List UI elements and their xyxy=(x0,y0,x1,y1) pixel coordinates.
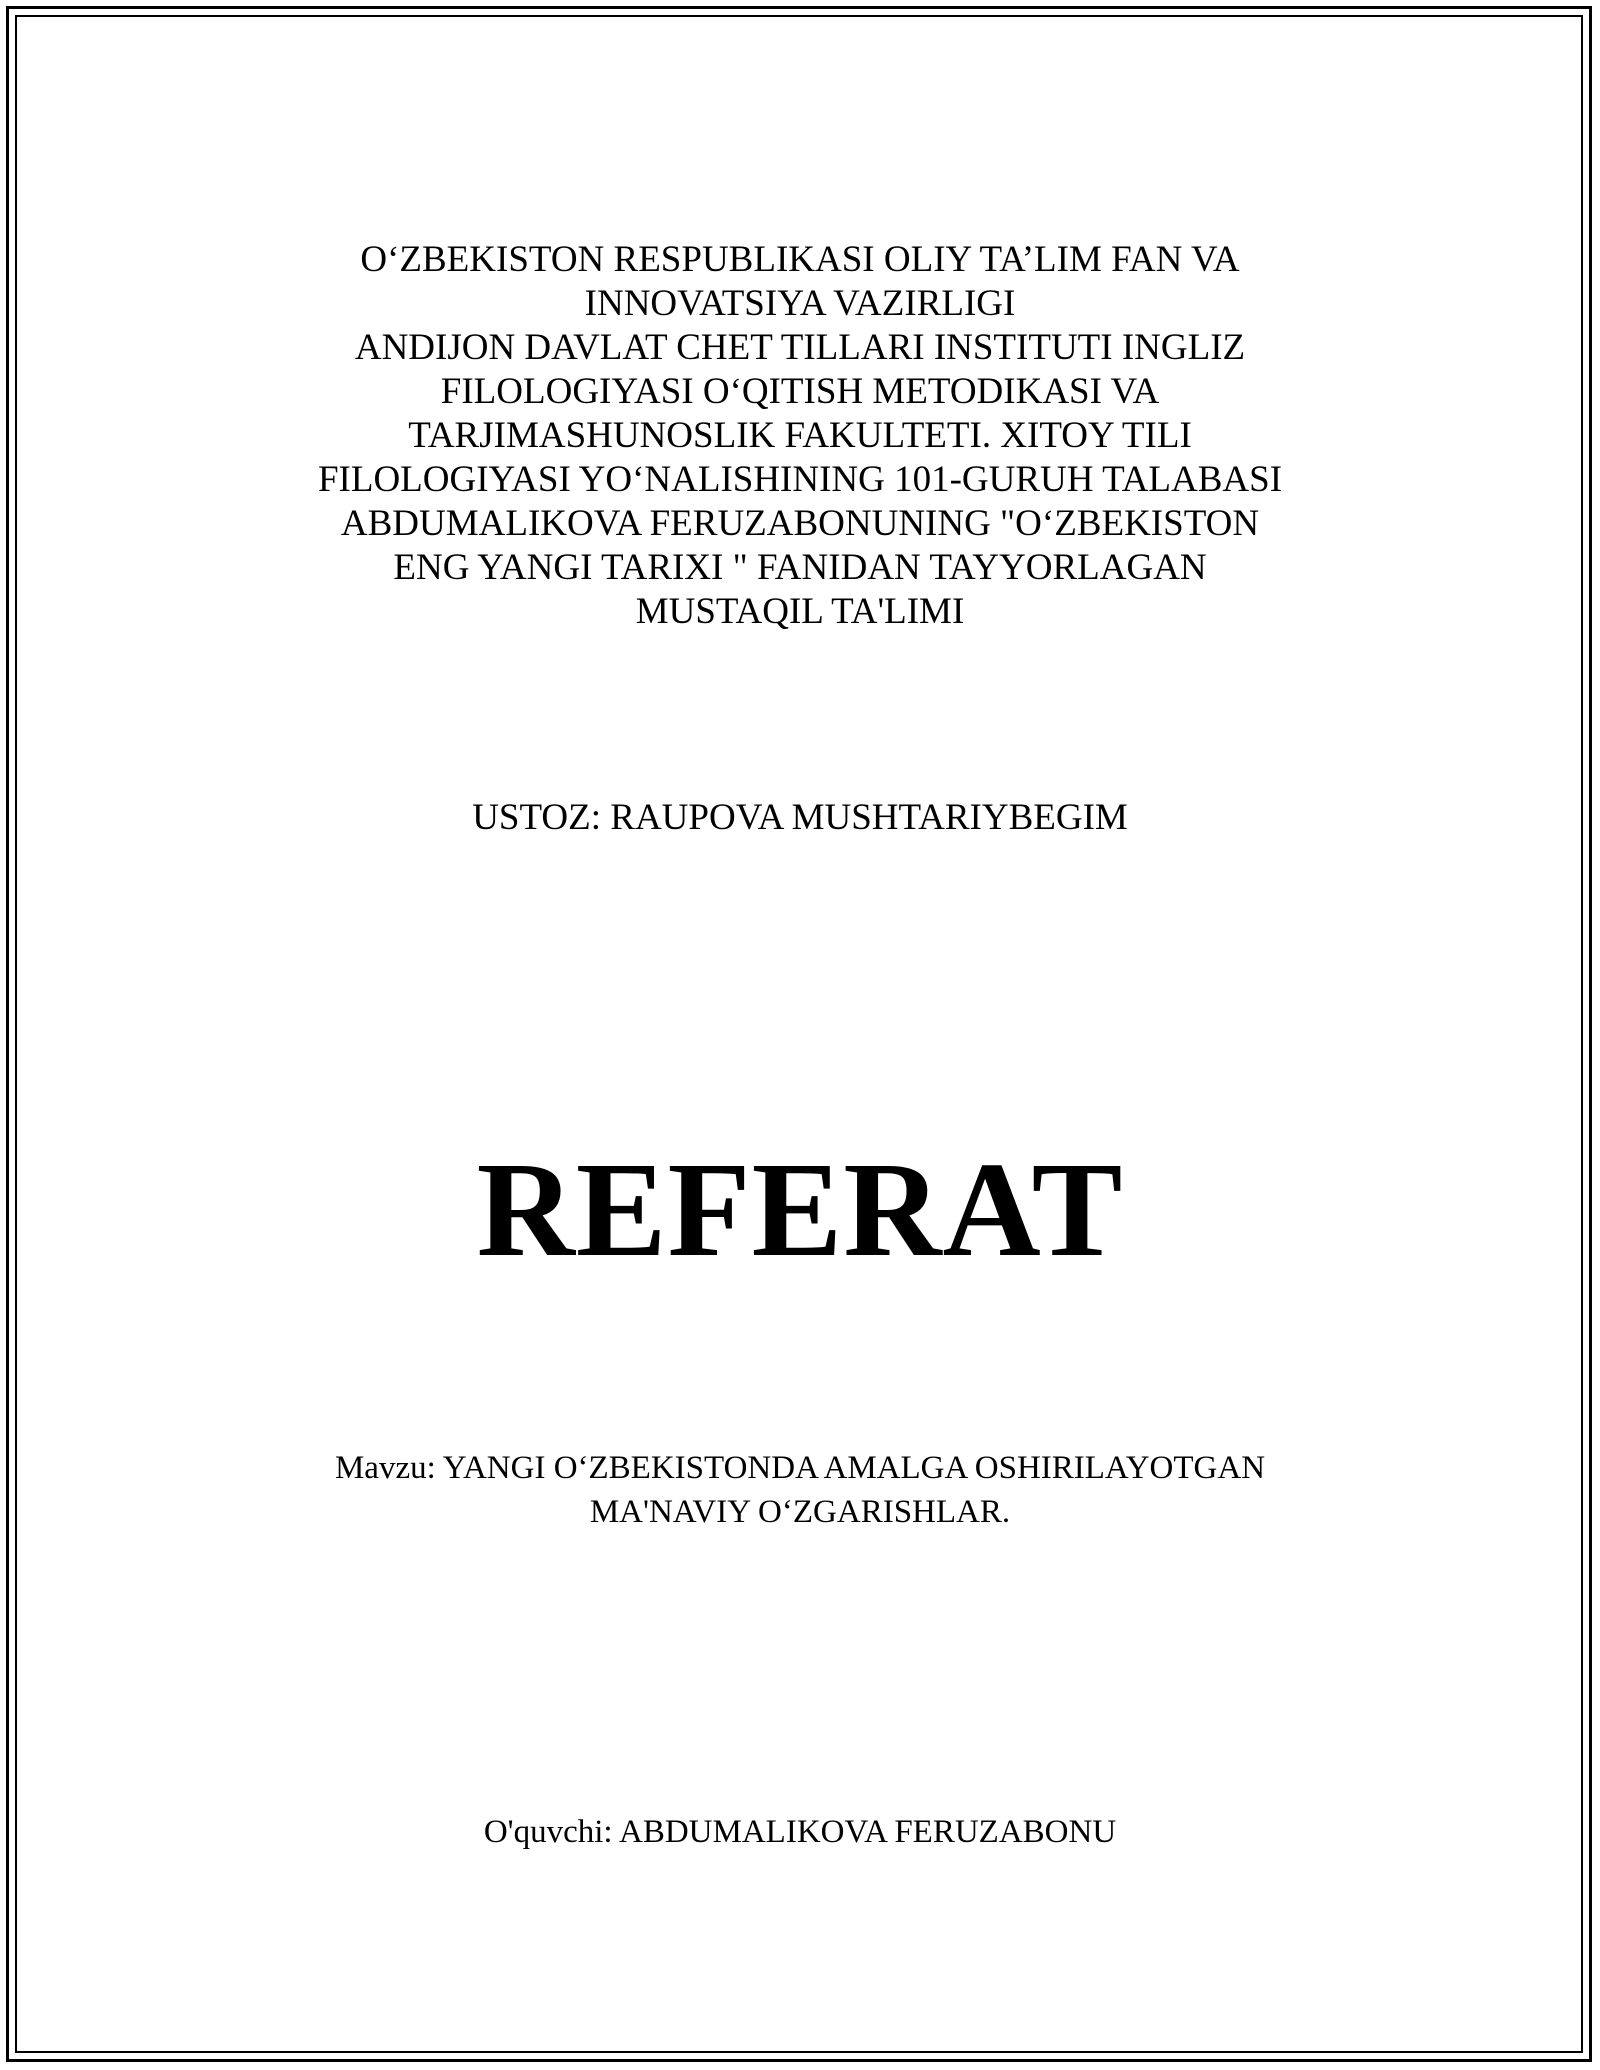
teacher-name: USTOZ: RAUPOVA MUSHTARIYBEGIM xyxy=(472,797,1128,838)
header-line: ANDIJON DAVLAT CHET TILLARI INSTITUTI INGLIZ xyxy=(354,327,1246,368)
document-type-title: REFERAT xyxy=(476,1135,1124,1285)
institution-header xyxy=(200,238,1400,634)
header-line: ABDUMALIKOVA FERUZABONUNING "O‘ZBEKISTON xyxy=(340,503,1260,544)
header-line: FILOLOGIYASI O‘QITISH METODIKASI VA xyxy=(440,371,1160,412)
topic-line: MA'NAVIY O‘ZGARISHLAR. xyxy=(589,1494,1011,1530)
student-name: O'quvchi: ABDUMALIKOVA FERUZABONU xyxy=(483,1814,1117,1850)
topic xyxy=(200,1446,1400,1534)
header-line: ENG YANGI TARIXI " FANIDAN TAYYORLAGAN xyxy=(393,547,1207,588)
topic-line: Mavzu: YANGI O‘ZBEKISTONDA AMALGA OSHIRILAYOTGAN xyxy=(334,1450,1266,1486)
header-line: INNOVATSIYA VAZIRLIGI xyxy=(584,283,1016,324)
header-line: O‘ZBEKISTON RESPUBLIKASI OLIY TA’LIM FAN VA xyxy=(360,239,1240,280)
header-line: FILOLOGIYASI YO‘NALISHINING 101-GURUH TALABASI xyxy=(317,459,1283,500)
header-line: MUSTAQIL TA'LIMI xyxy=(635,591,965,632)
header-line: TARJIMASHUNOSLIK FAKULTETI. XITOY TILI xyxy=(408,415,1192,456)
